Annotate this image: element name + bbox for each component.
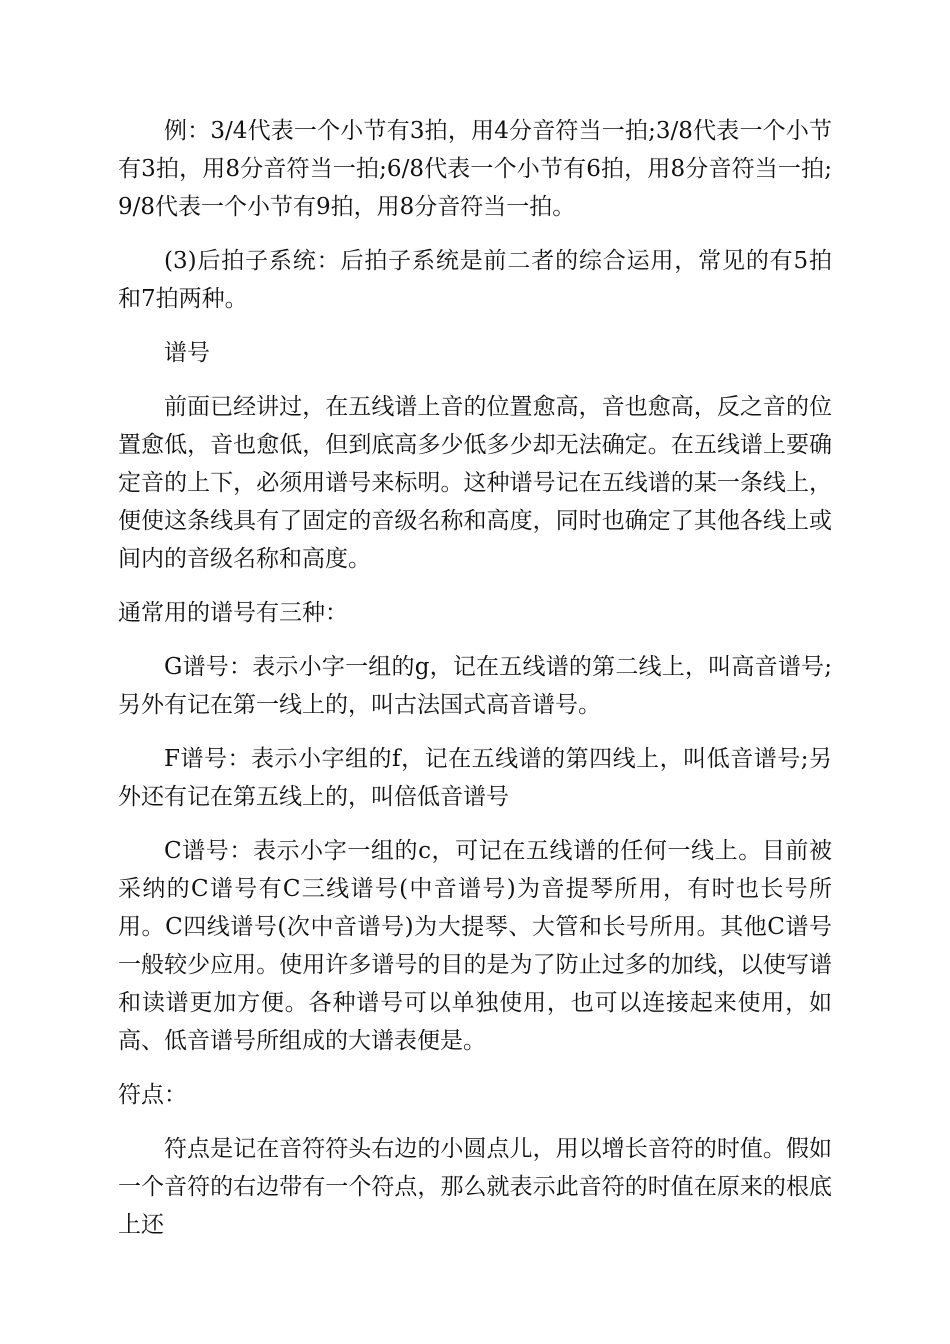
paragraph-g-clef: G谱号：表示小字一组的g，记在五线谱的第二线上，叫高音谱号;另外有记在第一线上的，叫古法国式高音谱号。 bbox=[118, 654, 832, 718]
paragraph-dot-description: 符点是记在音符符头右边的小圆点儿，用以增长音符的时值。假如一个音符的右边带有一个符点，那么就表示此音符的时值在原来的根底上还 bbox=[118, 1136, 832, 1238]
paragraph-f-clef: F谱号：表示小字组的f，记在五线谱的第四线上，叫低音谱号;另外还有记在第五线上的，叫倍低音谱号 bbox=[118, 746, 832, 810]
paragraph-clef-intro: 前面已经讲过，在五线谱上音的位置愈高，音也愈高，反之音的位置愈低，音也愈低，但到底高多少低多少却无法确定。在五线谱上要确定音的上下，必须用谱号来标明。这种谱号记在五线谱的某一条线上，便使这条线具有了固定的音级名称和高度，同时也确定了其他各线上或间内的音级名称和高度。 bbox=[118, 394, 832, 572]
section-heading-clef: 谱号 bbox=[164, 340, 210, 366]
document-page bbox=[118, 112, 832, 1260]
paragraph-clef-types-lead: 通常用的谱号有三种： bbox=[118, 600, 348, 626]
paragraph-mixed-meter: (3)后拍子系统：后拍子系统是前二者的综合运用，常见的有5拍和7拍两种。 bbox=[118, 248, 832, 312]
paragraph-time-signature-examples: 例：3/4代表一个小节有3拍，用4分音符当一拍;3/8代表一个小节有3拍，用8分音符当一拍;6/8代表一个小节有6拍，用8分音符当一拍;9/8代表一个小节有9拍，用8分音符当一拍。 bbox=[118, 118, 832, 220]
paragraph-c-clef: C谱号：表示小字一组的c，可记在五线谱的任何一线上。目前被采纳的C谱号有C三线谱号(中音谱号)为音提琴所用，有时也长号所用。C四线谱号(次中音谱号)为大提琴、大管和长号所用。其他C谱号一般较少应用。使用许多谱号的目的是为了防止过多的加线，以使写谱和读谱更加方便。各种谱号可以单独使用，也可以连接起来使用，如高、低音谱号所组成的大谱表便是。 bbox=[118, 838, 832, 1054]
section-heading-dot: 符点： bbox=[118, 1082, 187, 1108]
